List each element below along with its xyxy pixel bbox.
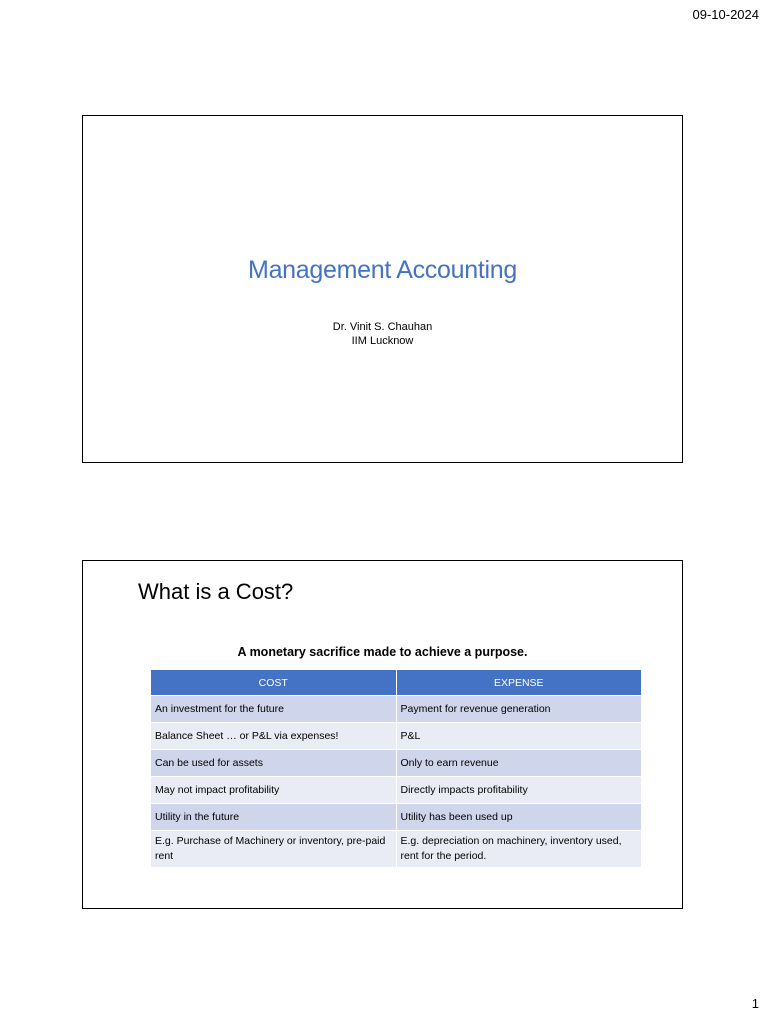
cost-vs-expense-table xyxy=(150,669,642,868)
table-row xyxy=(151,777,642,804)
title-slide xyxy=(82,115,683,463)
column-header-expense: EXPENSE xyxy=(396,670,642,696)
page-number: 1 xyxy=(751,996,759,1011)
slide-title: Management Accounting xyxy=(248,256,517,284)
table-cell: E.g. depreciation on machinery, inventory used, rent for the period. xyxy=(396,831,642,868)
table-cell: Utility in the future xyxy=(151,804,397,831)
cost-slide xyxy=(82,560,683,909)
table-header-row xyxy=(151,670,642,696)
table-row xyxy=(151,804,642,831)
slide-subtitle: A monetary sacrifice made to achieve a purpose. xyxy=(237,645,528,659)
table-cell: Balance Sheet … or P&L via expenses! xyxy=(151,723,397,750)
table-cell: Only to earn revenue xyxy=(396,750,642,777)
column-header-cost: COST xyxy=(151,670,397,696)
table-row xyxy=(151,723,642,750)
table-cell: May not impact profitability xyxy=(151,777,397,804)
table-cell: Payment for revenue generation xyxy=(396,696,642,723)
table-cell: Can be used for assets xyxy=(151,750,397,777)
table-cell: Directly impacts profitability xyxy=(396,777,642,804)
table-cell: E.g. Purchase of Machinery or inventory, pre-paid rent xyxy=(151,831,397,868)
table-row xyxy=(151,696,642,723)
institution-name: IIM Lucknow xyxy=(351,335,414,347)
table-row xyxy=(151,831,642,868)
page-date: 09-10-2024 xyxy=(692,7,759,22)
slide-title: What is a Cost? xyxy=(138,579,294,604)
table-cell: Utility has been used up xyxy=(396,804,642,831)
table-cell: An investment for the future xyxy=(151,696,397,723)
table-row xyxy=(151,750,642,777)
table-cell: P&L xyxy=(396,723,642,750)
author-name: Dr. Vinit S. Chauhan xyxy=(332,321,433,333)
